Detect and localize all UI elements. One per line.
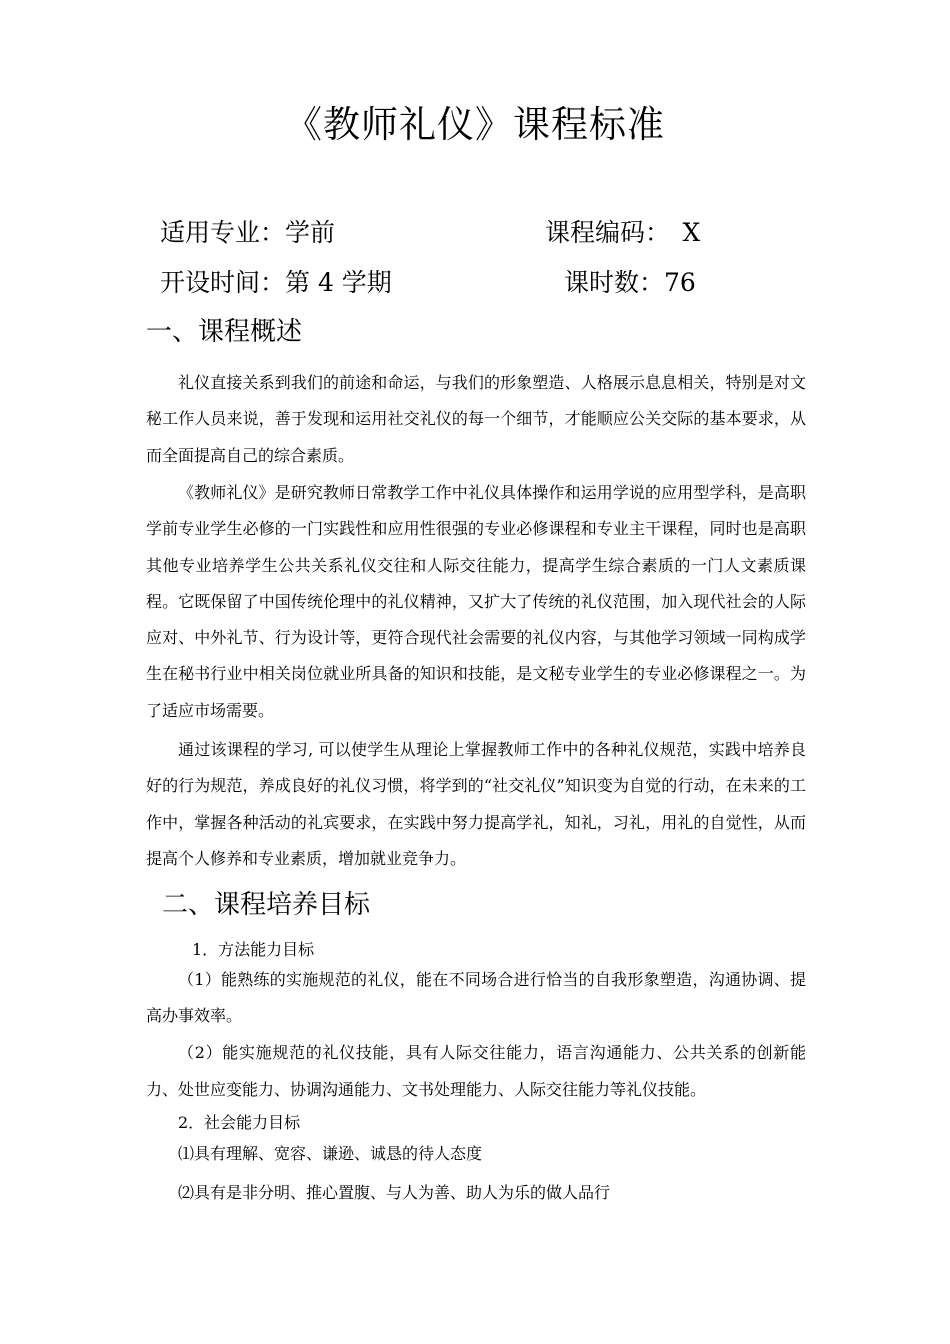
goal-item-1: （1）能熟练的实施规范的礼仪，能在不同场合进行恰当的自我形象塑造，沟通协调、提高办事效率。 [146, 970, 806, 1026]
paragraph-overview-2: 《教师礼仪》是研究教师日常教学工作中礼仪具体操作和运用学说的应用型学科，是高职学前专业学生必修的一门实践性和应用性很强的专业必修课程和专业主干课程，同时也是高职其他专业培养学生公共关系礼仪交往和人际交往能力，提高学生综合素质的一门人文素质课程。它既保留了中国传统伦理中的礼仪精神，又扩大了传统的礼仪范围，加入现代社会的人际应对、中外礼节、行为设计等，更符合现代社会需要的礼仪内容，与其他学习领域一同构成学生在秘书行业中相关岗位就业所具备的知识和技能，是文秘专业学生的专业必修课程之一。为了适应市场需要。 [146, 483, 806, 720]
major-field: 适用专业：学前 [160, 218, 336, 247]
goal-item-3: ⑴具有理解、宽容、谦逊、诚恳的待人态度 [178, 1144, 483, 1163]
paragraph-overview-3: 通过该课程的学习, 可以使学生从理论上掌握教师工作中的各种礼仪规范，实践中培养良好的行为规范，养成良好的礼仪习惯，将学到的“社交礼仪”知识变为自觉的行动，在未来的工作中，掌握各种活动的礼宾要求，在实践中努力提高学礼，知礼，习礼，用礼的自觉性，从而提高个人修养和专业素质，增加就业竞争力。 [146, 740, 806, 868]
course-code-field: 课程编码： X [545, 218, 701, 247]
subheading-method-ability: 1．方法能力目标 [192, 940, 315, 959]
page-title: 《教师礼仪》课程标准 [285, 103, 665, 146]
goal-item-2: （2）能实施规范的礼仪技能，具有人际交往能力，语言沟通能力、公共关系的创新能力、处世应变能力、协调沟通能力、文书处理能力、人际交往能力等礼仪技能。 [146, 1043, 806, 1099]
section-heading-overview: 一、课程概述 [146, 317, 303, 347]
subheading-social-ability: 2．社会能力目标 [178, 1113, 301, 1132]
goal-item-4: ⑵具有是非分明、推心置腹、与人为善、助人为乐的做人品行 [178, 1183, 611, 1202]
semester-field: 开设时间：第 4 学期 [160, 268, 392, 297]
section-heading-goals: 二、课程培养目标 [162, 890, 371, 920]
hours-field: 课时数：76 [564, 268, 696, 297]
paragraph-overview-1: 礼仪直接关系到我们的前途和命运，与我们的形象塑造、人格展示息息相关，特别是对文秘工作人员来说，善于发现和运用社交礼仪的每一个细节，才能顺应公关交际的基本要求，从而全面提高自己的综合素质。 [146, 373, 806, 465]
